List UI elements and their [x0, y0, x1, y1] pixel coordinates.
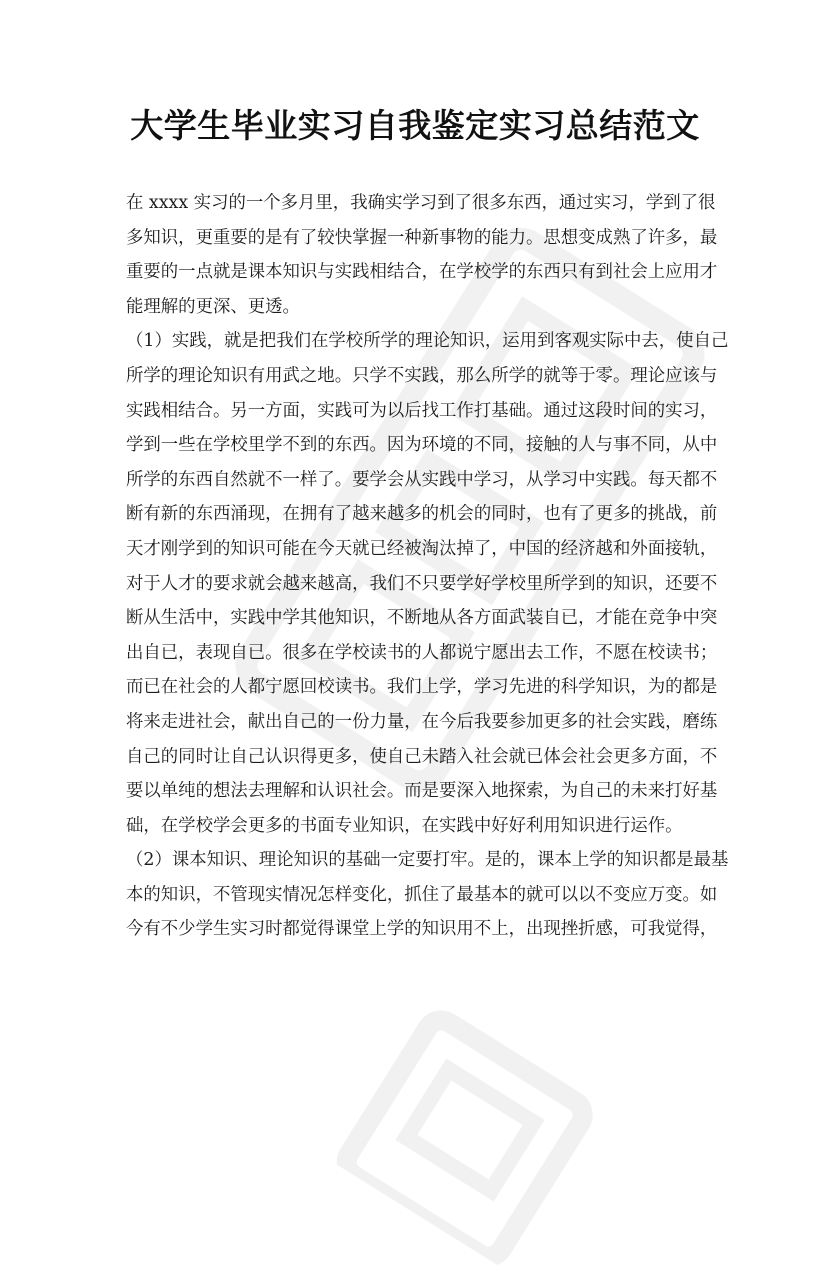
- body-line: 能理解的更深、更透。: [126, 296, 300, 317]
- body-line: 今有不少学生实习时都觉得课堂上学的知识用不上，出现挫折感，可我觉得，: [126, 919, 718, 940]
- body-line: 出自已，表现自已。很多在学校读书的人都说宁愿出去工作，不愿在校读书；: [126, 642, 718, 663]
- body-line: 所学的理论知识有用武之地。只学不实践，那么所学的就等于零。理论应该与: [126, 365, 718, 386]
- body-line: 天才刚学到的知识可能在今天就已经被淘汰掉了，中国的经济越和外面接轨，: [126, 538, 718, 559]
- body-line: （2）课本知识、理论知识的基础一定要打牢。是的，课本上学的知识都是最基: [126, 850, 729, 871]
- body-line: 断从生活中，实践中学其他知识，不断地从各方面武装自已，才能在竞争中突: [126, 608, 718, 629]
- body-line: 实践相结合。另一方面，实践可为以后找工作打基础。通过这段时间的实习，: [126, 400, 718, 421]
- body-line: 而已在社会的人都宁愿回校读书。我们上学，学习先进的科学知识，为的都是: [126, 677, 718, 698]
- body-line: 在 xxxx 实习的一个多月里，我确实学习到了很多东西，通过实习，学到了很: [126, 193, 716, 213]
- body-line: 对于人才的要求就会越来越高，我们不只要学好学校里所学到的知识，还要不: [126, 573, 718, 594]
- body-line: 本的知识，不管现实情况怎样变化，抓住了最基本的就可以以不变应万变。如: [126, 884, 718, 905]
- body-line: 断有新的东西涌现，在拥有了越来越多的机会的同时，也有了更多的挑战，前: [126, 504, 718, 525]
- body-line: 要以单纯的想法去理解和认识社会。而是要深入地探索，为自己的未来打好基: [126, 781, 718, 802]
- body-line: （1）实践，就是把我们在学校所学的理论知识，运用到客观实际中去，使自己: [126, 331, 729, 352]
- body-line: 多知识，更重要的是有了较快掌握一种新事物的能力。思想变成熟了许多，最: [126, 227, 718, 248]
- body-line: 重要的一点就是课本知识与实践相结合，在学校学的东西只有到社会上应用才: [126, 262, 718, 283]
- body-line: 所学的东西自然就不一样了。要学会从实践中学习，从学习中实践。每天都不: [126, 469, 718, 490]
- watermark-logo-fragment-icon: [324, 987, 617, 1273]
- body-line: 将来走进社会，献出自己的一份力量，在今后我要参加更多的社会实践，磨练: [126, 711, 718, 732]
- body-line: 自己的同时让自己认识得更多，使自己未踏入社会就已体会社会更多方面，不: [126, 746, 718, 767]
- document-body: [126, 186, 729, 947]
- document-title: 大学生毕业实习自我鉴定实习总结范文: [130, 106, 700, 145]
- body-line: 学到一些在学校里学不到的东西。因为环境的不同，接触的人与事不同，从中: [126, 435, 718, 456]
- body-line: 础，在学校学会更多的书面专业知识，在实践中好好利用知识进行运作。: [126, 815, 683, 836]
